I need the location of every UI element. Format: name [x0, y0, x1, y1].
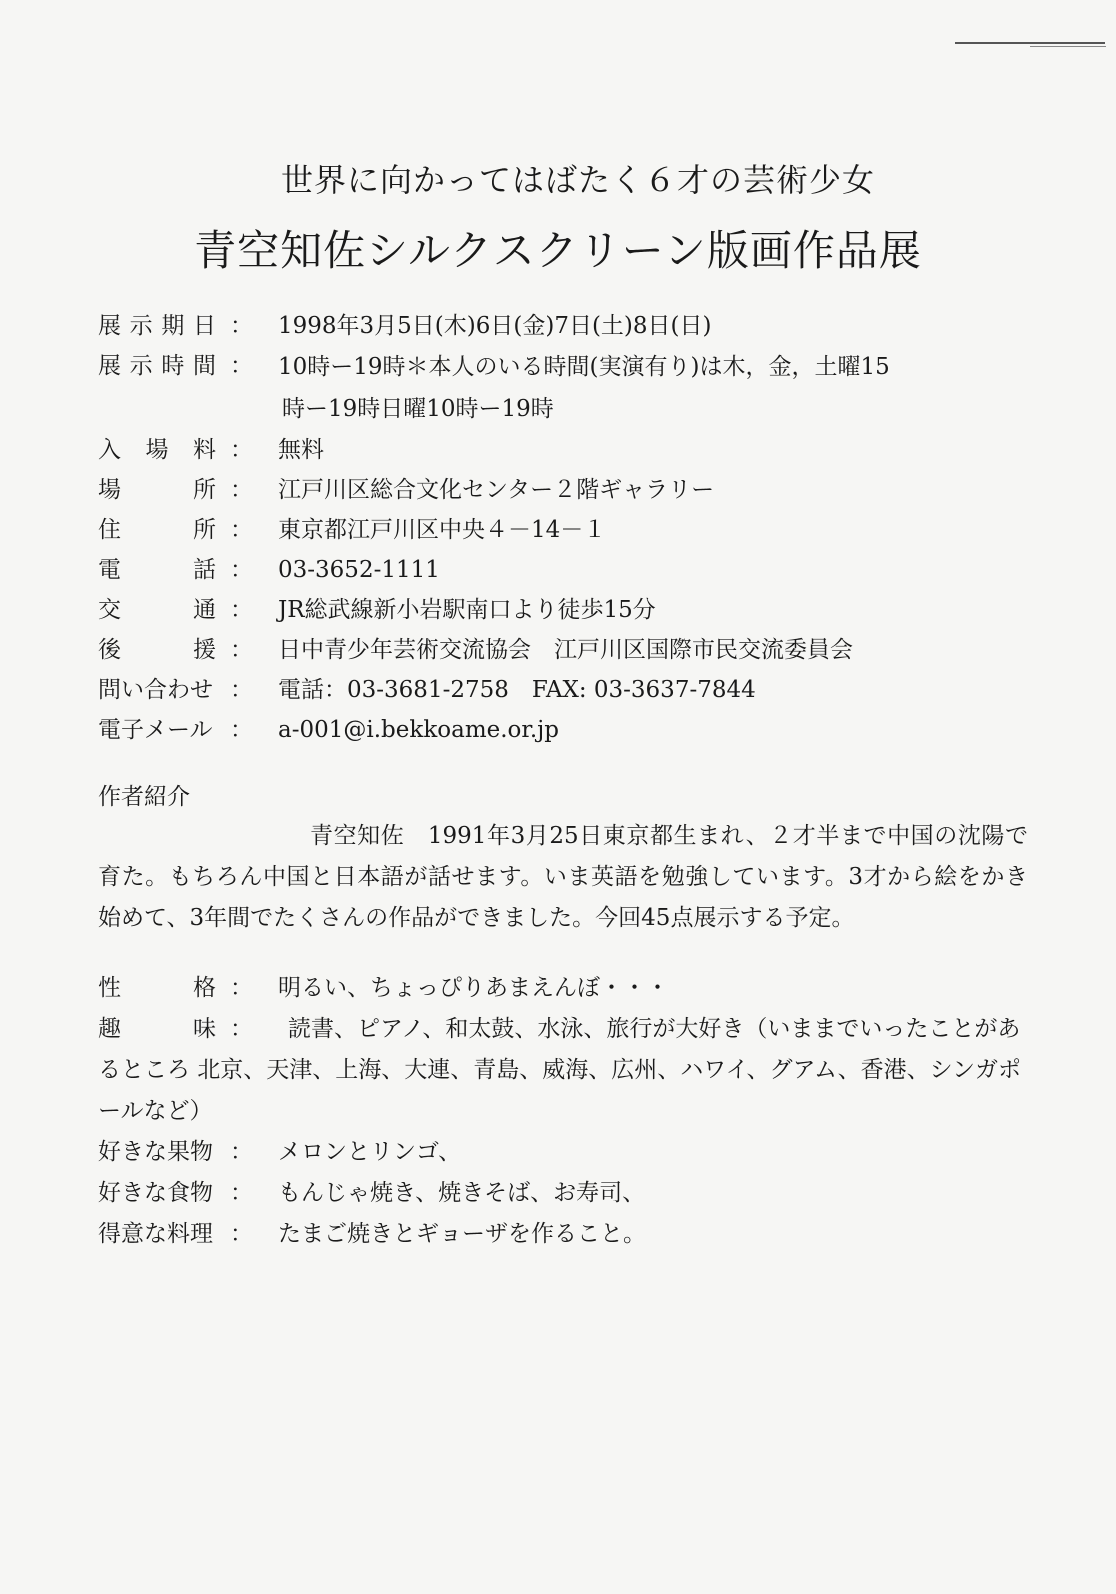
field-label-char: 電: [98, 557, 121, 583]
field-label-char: 電子メール: [98, 717, 213, 743]
field-colon: ：: [230, 353, 253, 379]
field-label-char: 所: [193, 477, 216, 503]
field-value-line: JR総武線新小岩駅南口より徒歩15分: [278, 597, 656, 623]
trait-row-hobby: [98, 1009, 1058, 1132]
field-colon: ：: [230, 517, 253, 543]
trait-row-food: [98, 1173, 1058, 1214]
trait-row-cooking: [98, 1214, 1058, 1255]
field-colon: ：: [230, 975, 253, 1001]
field-label-text: [98, 346, 216, 386]
info-row: [98, 430, 1058, 470]
field-colon: ：: [230, 1180, 253, 1206]
info-row: [98, 670, 1058, 710]
field-label-char: 問い合わせ: [98, 677, 213, 703]
field-value: [278, 630, 853, 670]
field-value-line: 10時ー19時＊本人のいる時間(実演有り)は木，金，土曜15: [278, 354, 890, 380]
field-label-char: 通: [193, 597, 216, 623]
field-label-char: 好きな食物: [98, 1180, 213, 1206]
field-label-text: [98, 306, 216, 346]
author-section-title: 作者紹介: [98, 784, 190, 810]
info-row: [98, 590, 1058, 630]
field-colon: ：: [230, 677, 253, 703]
field-label-char: 場: [98, 477, 121, 503]
field-label-char: 展: [98, 313, 121, 339]
field-colon: ：: [230, 597, 253, 623]
field-value-line: 1998年3月5日(木)6日(金)7日(土)8日(日): [278, 313, 712, 339]
field-colon: ：: [230, 1139, 253, 1165]
exhibition-info: [98, 306, 1058, 750]
field-label-char: 所: [193, 517, 216, 543]
field-label-char: 入: [98, 437, 121, 463]
field-value: [278, 306, 712, 346]
field-label-char: 格: [193, 975, 216, 1001]
field-value: [278, 510, 606, 550]
field-label-text: [98, 550, 216, 590]
field-label-char: 援: [193, 637, 216, 663]
field-value-line: 江戸川区総合文化センター２階ギャラリー: [278, 477, 715, 503]
field-value: [278, 346, 1038, 430]
field-label-text: [98, 670, 216, 710]
field-value-line: 無料: [278, 437, 324, 463]
trait-row-fruit: [98, 1132, 1058, 1173]
field-label-text: [98, 1214, 216, 1255]
info-row: [98, 630, 1058, 670]
info-row: [98, 550, 1058, 590]
field-value-line: 電話：03-3681-2758 FAX: 03-3637-7844: [278, 677, 756, 703]
fold-mark: [955, 42, 1105, 44]
field-label-text: [98, 590, 216, 630]
info-row: [98, 470, 1058, 510]
field-value: [278, 550, 440, 590]
field-label-char: 示: [129, 313, 153, 339]
field-value-line: 時ー19時日曜10時ー19時: [282, 396, 554, 422]
field-label-char: 得意な料理: [98, 1221, 213, 1247]
field-label-char: 日: [192, 313, 216, 339]
info-row: [98, 510, 1058, 550]
field-label-char: 性: [98, 975, 121, 1001]
fold-mark: [1030, 46, 1106, 47]
field-value-line: 日中青少年芸術交流協会 江戸川区国際市民交流委員会: [278, 637, 853, 663]
field-label-text: [98, 470, 216, 510]
field-label-char: 期: [161, 313, 185, 339]
field-label-text: [98, 710, 216, 750]
trait-value: メロンとリンゴ、: [278, 1139, 462, 1165]
field-value[interactable]: [278, 710, 559, 750]
field-label-char: 交: [98, 597, 121, 623]
field-colon: ：: [230, 637, 253, 663]
author-traits: [98, 968, 1058, 1255]
field-label-char: 味: [193, 1016, 216, 1042]
field-value-line: 03-3652-1111: [278, 557, 440, 583]
field-value-line: a-001@i.bekkoame.or.jp: [278, 717, 560, 743]
subtitle: 世界に向かってはばたく６才の芸術少女: [280, 161, 875, 199]
field-label-text: [98, 510, 216, 550]
field-label-char: 示: [129, 353, 153, 379]
field-label-char: 場: [145, 437, 169, 463]
field-label-text: [98, 968, 216, 1009]
field-label-char: 料: [193, 437, 216, 463]
trait-row-personality: [98, 968, 1058, 1009]
field-label-char: 展: [98, 353, 121, 379]
field-colon: ：: [230, 717, 253, 743]
author-intro: 青空知佐 1991年3月25日東京都生まれ、２才半まで中国の沈陽で育た。もちろん中国と日本語が話せます。いま英語を勉強しています。3才から絵をかき始めて、3年間でたくさんの作品ができました。今回45点展示する予定。: [98, 823, 1028, 931]
field-colon: ：: [230, 313, 253, 339]
field-label-text: [98, 630, 216, 670]
field-label-char: 好きな果物: [98, 1139, 213, 1165]
trait-value: もんじゃ焼き、焼きそば、お寿司、: [278, 1180, 646, 1206]
field-label-char: 住: [98, 517, 121, 543]
field-label-text: [98, 430, 216, 470]
field-label-char: 時: [161, 353, 185, 379]
trait-value: 読書、ピアノ、和太鼓、水泳、旅行が大好き（いままでいったことがあるところ 北京、天津、上海、大連、青島、威海、広州、ハワイ、グアム、香港、シンガポールなど）: [98, 1016, 1022, 1124]
page-title: 青空知佐シルクスクリーン版画作品展: [194, 226, 922, 275]
field-value: [278, 670, 756, 710]
field-colon: ：: [230, 557, 253, 583]
field-label-char: 趣: [98, 1016, 121, 1042]
field-value: [278, 470, 714, 510]
field-label-text: [98, 1132, 216, 1173]
info-row: [98, 306, 1058, 346]
trait-value: たまご焼きとギョーザを作ること。: [278, 1221, 646, 1247]
field-colon: ：: [230, 1221, 253, 1247]
info-row: [98, 710, 1058, 750]
field-colon: ：: [230, 477, 253, 503]
field-colon: ：: [230, 1016, 253, 1042]
field-value-line: 東京都江戸川区中央４－14－１: [278, 517, 607, 543]
info-row: [98, 346, 1058, 430]
field-colon: ：: [230, 437, 253, 463]
field-value: [278, 590, 656, 630]
field-label-char: 後: [98, 637, 121, 663]
field-label-char: 間: [192, 353, 216, 379]
field-value: [278, 430, 324, 470]
trait-value: 明るい、ちょっぴりあまえんぼ・・・: [278, 975, 669, 1001]
field-label-char: 話: [193, 557, 216, 583]
field-label-text: [98, 1173, 216, 1214]
